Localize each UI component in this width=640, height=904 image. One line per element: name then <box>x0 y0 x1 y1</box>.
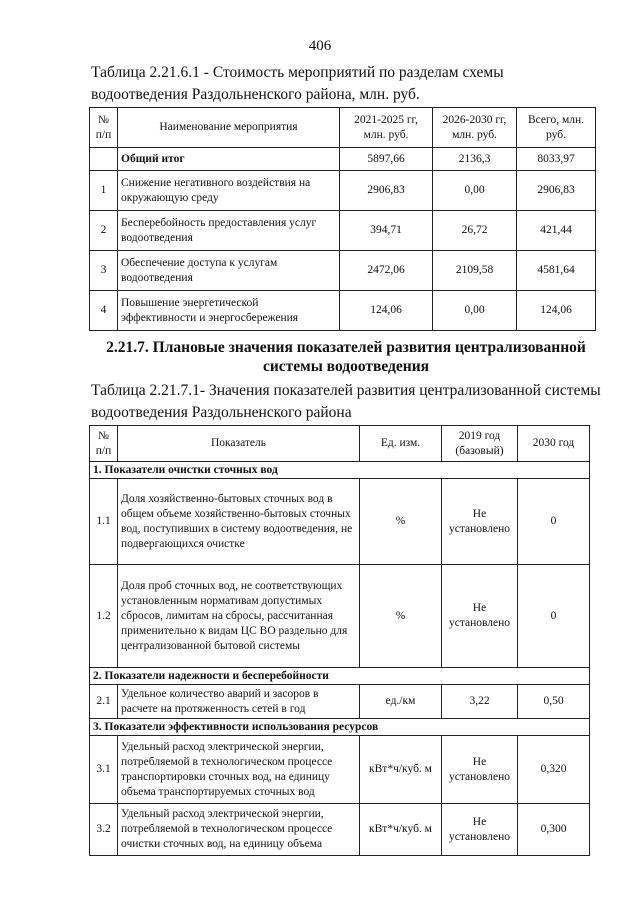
header-cell: № п/п <box>90 426 118 462</box>
table-cell: % <box>360 565 442 668</box>
table-cell: 0,50 <box>518 685 590 719</box>
table-cell: 0 <box>518 565 590 668</box>
table-row <box>90 291 596 331</box>
group-header-row <box>90 462 590 479</box>
group-title: 3. Показатели эффективности использования ресурсов <box>90 719 590 736</box>
table-cell: Не установлено <box>442 479 518 565</box>
table-cell: 1.2 <box>90 565 118 668</box>
table-row <box>90 736 590 804</box>
table-cell: 0,320 <box>518 736 590 804</box>
table-row <box>90 685 590 719</box>
table-cell: 0 <box>518 479 590 565</box>
table-cell: 0,00 <box>433 171 517 211</box>
table-cell: 2906,83 <box>517 171 596 211</box>
table-cell: кВт*ч/куб. м <box>360 736 442 804</box>
table-cell: 26,72 <box>433 211 517 251</box>
table-cell: 421,44 <box>517 211 596 251</box>
table2-caption: Таблица 2.21.7.1- Значения показателей развития централизованной системы водоотведения Раздольненского района <box>91 382 601 421</box>
table-cell: Не установлено <box>442 804 518 856</box>
table-cell: ед./км <box>360 685 442 719</box>
table-cell: Повышение энергетической эффективности и энергосбережения <box>118 291 340 331</box>
table-cell: 2 <box>90 211 118 251</box>
table-cell: 8033,97 <box>517 148 596 171</box>
table-cell: 1 <box>90 171 118 211</box>
header-cell: 2026-2030 гг, млн. руб. <box>433 108 517 148</box>
indicators-table <box>89 425 590 856</box>
table-cell: 4 <box>90 291 118 331</box>
table-cell: Обеспечение доступа к услугам водоотведения <box>118 251 340 291</box>
table-cell: % <box>360 479 442 565</box>
table-cell: Удельный расход электрической энергии, потребляемой в технологическом процессе транспортировки сточных вод, на единицу объема транспортируемых сточных вод <box>118 736 360 804</box>
header-cell: Показатель <box>118 426 360 462</box>
table-cell: кВт*ч/куб. м <box>360 804 442 856</box>
table-cell: 124,06 <box>340 291 433 331</box>
table-row <box>90 251 596 291</box>
table-cell: 3.1 <box>90 736 118 804</box>
table-cell: 3.2 <box>90 804 118 856</box>
table-row <box>90 565 590 668</box>
table-header-row <box>90 108 596 148</box>
table-cell: Удельный расход электрической энергии, потребляемой в технологическом процессе очистки сточных вод, на единицу объема <box>118 804 360 856</box>
table-header-row <box>90 426 590 462</box>
table-cell: 2136,3 <box>433 148 517 171</box>
table-row <box>90 171 596 211</box>
table-cell: Доля проб сточных вод, не соответствующих установленным нормативам допустимых сбросов, лимитам на сбросы, рассчитанная применительно к видам ЦС ВО раздельно для централизованной бытовой системы <box>118 565 360 668</box>
table-cell: Не установлено <box>442 736 518 804</box>
table-row <box>90 211 596 251</box>
table-cell: Бесперебойность предоставления услуг водоотведения <box>118 211 340 251</box>
table-cell: 1.1 <box>90 479 118 565</box>
group-title: 2. Показатели надежности и бесперебойности <box>90 668 590 685</box>
table-row <box>90 479 590 565</box>
table-cell: 3,22 <box>442 685 518 719</box>
group-header-row <box>90 719 590 736</box>
table-cell <box>90 148 118 171</box>
table-cell: Не установлено <box>442 565 518 668</box>
table-cell: 5897,66 <box>340 148 433 171</box>
table-cell: 2472,06 <box>340 251 433 291</box>
table-row <box>90 804 590 856</box>
table-cell: 4581,64 <box>517 251 596 291</box>
header-cell: Ед. изм. <box>360 426 442 462</box>
group-header-row <box>90 668 590 685</box>
page-number: 406 <box>308 38 332 54</box>
header-cell: Наименование мероприятия <box>118 108 340 148</box>
table1-caption: Таблица 2.21.6.1 - Стоимость мероприятий по разделам схемы водоотведения Раздольненского района, млн. руб. <box>91 64 504 103</box>
header-cell: 2030 год <box>518 426 590 462</box>
table-cell: 3 <box>90 251 118 291</box>
table-cell: Удельное количество аварий и засоров в расчете на протяженность сетей в год <box>118 685 360 719</box>
table-cell: Снижение негативного воздействия на окружающую среду <box>118 171 340 211</box>
cost-table <box>89 107 596 331</box>
table-cell: 2109,58 <box>433 251 517 291</box>
table-cell: 2.1 <box>90 685 118 719</box>
total-row <box>90 148 596 171</box>
header-cell: Всего, млн. руб. <box>517 108 596 148</box>
table-cell: 394,71 <box>340 211 433 251</box>
header-cell: 2019 год (базовый) <box>442 426 518 462</box>
table-cell: 0,00 <box>433 291 517 331</box>
group-title: 1. Показатели очистки сточных вод <box>90 462 590 479</box>
table-cell: 2906,83 <box>340 171 433 211</box>
table-cell: 124,06 <box>517 291 596 331</box>
table-cell: 0,300 <box>518 804 590 856</box>
section-heading: 2.21.7. Плановые значения показателей развития централизованной системы водоотведения <box>106 339 586 375</box>
total-label: Общий итог <box>118 148 340 171</box>
table-cell: Доля хозяйственно-бытовых сточных вод в общем объеме хозяйственно-бытовых сточных вод, поступивших в систему водоотведения, не подвергающихся очистке <box>118 479 360 565</box>
header-cell: № п/п <box>90 108 118 148</box>
header-cell: 2021-2025 гг, млн. руб. <box>340 108 433 148</box>
